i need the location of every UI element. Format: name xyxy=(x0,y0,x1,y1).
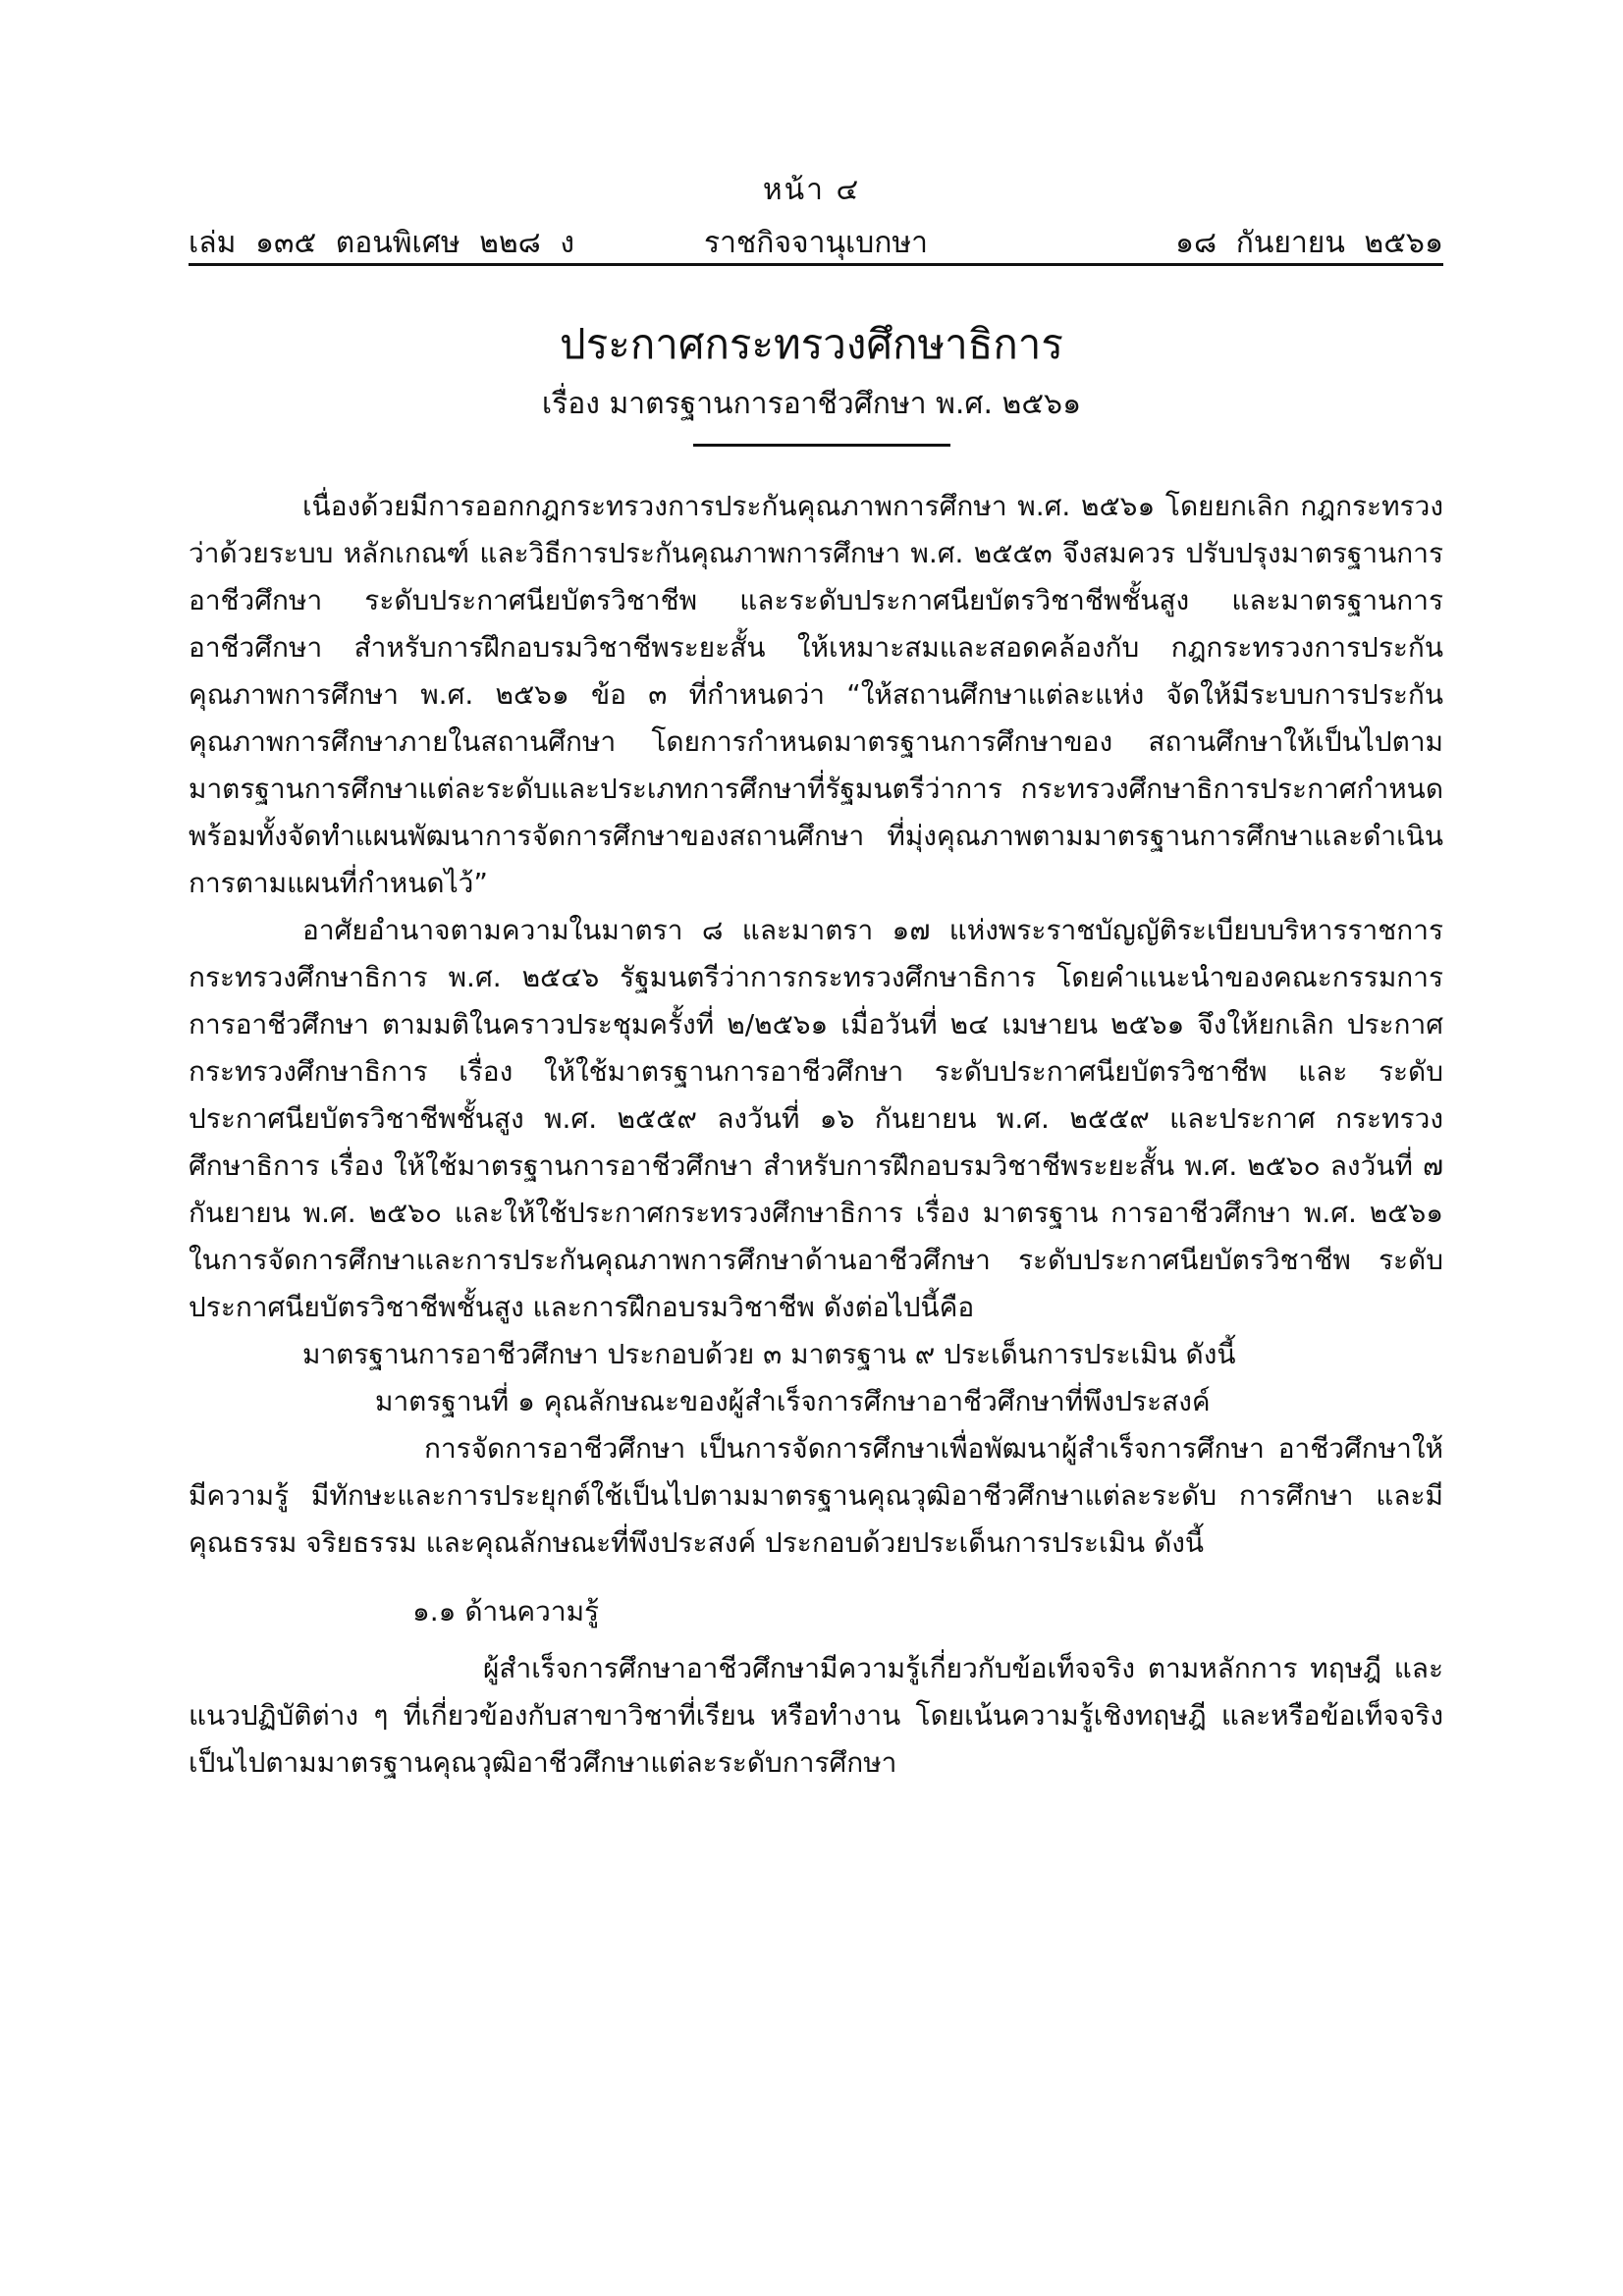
volume-info: เล่ม ๑๓๕ ตอนพิเศษ ๒๒๘ ง xyxy=(189,226,575,260)
document-title: ประกาศกระทรวงศึกษาธิการ xyxy=(560,320,1063,368)
gazette-name: ราชกิจจานุเบกษา xyxy=(703,226,929,260)
paragraph-authority: อาศัยอำนาจตามความในมาตรา ๘ และมาตรา ๑๗ แห่งพระราชบัญญัติระเบียบบริหารราชการ กระทรวงศึกษาธิการ พ.ศ. ๒๕๔๖ รัฐมนตรีว่าการกระทรวงศึกษาธิการ โดยคำแนะนำของคณะกรรมการ การอาชีวศึกษา ตามมติในคราวประชุมครั้งที่ ๒/๒๕๖๑ เมื่อวันที่ ๒๔ เมษายน ๒๕๖๑ จึงให้ยกเลิก ประกาศกระทรวงศึกษาธิการ เรื่อง ให้ใช้มาตรฐานการอาชีวศึกษา ระดับประกาศนียบัตรวิชาชีพ และ ระดับประกาศนียบัตรวิชาชีพชั้นสูง พ.ศ. ๒๕๕๙ ลงวันที่ ๑๖ กันยายน พ.ศ. ๒๕๕๙ และประกาศ กระทรวงศึกษาธิการ เรื่อง ให้ใช้มาตรฐานการอาชีวศึกษา สำหรับการฝึกอบรมวิชาชีพระยะสั้น พ.ศ. ๒๕๖๐ ลงวันที่ ๗ กันยายน พ.ศ. ๒๕๖๐ และให้ใช้ประกาศกระทรวงศึกษาธิการ เรื่อง มาตรฐาน การอาชีวศึกษา พ.ศ. ๒๕๖๑ ในการจัดการศึกษาและการประกันคุณภาพการศึกษาด้านอาชีวศึกษา ระดับประกาศนียบัตรวิชาชีพ ระดับประกาศนียบัตรวิชาชีพชั้นสูง และการฝึกอบรมวิชาชีพ ดังต่อไปนี้คือ xyxy=(189,914,1443,1323)
header-divider xyxy=(189,263,1443,266)
item-1-1-heading: ๑.๑ ด้านความรู้ xyxy=(412,1595,600,1628)
document-body xyxy=(189,483,1443,1787)
standard-1-heading: มาตรฐานที่ ๑ คุณลักษณะของผู้สำเร็จการศึกษาอาชีวศึกษาที่พึงประสงค์ xyxy=(375,1385,1211,1417)
paragraph-preamble: เนื่องด้วยมีการออกกฎกระทรวงการประกันคุณภาพการศึกษา พ.ศ. ๒๕๖๑ โดยยกเลิก กฎกระทรวงว่าด้วยระบบ หลักเกณฑ์ และวิธีการประกันคุณภาพการศึกษา พ.ศ. ๒๕๕๓ จึงสมควร ปรับปรุงมาตรฐานการอาชีวศึกษา ระดับประกาศนียบัตรวิชาชีพ และระดับประกาศนียบัตรวิชาชีพชั้นสูง และมาตรฐานการอาชีวศึกษา สำหรับการฝึกอบรมวิชาชีพระยะสั้น ให้เหมาะสมและสอดคล้องกับ กฎกระทรวงการประกันคุณภาพการศึกษา พ.ศ. ๒๕๖๑ ข้อ ๓ ที่กำหนดว่า “ให้สถานศึกษาแต่ละแห่ง จัดให้มีระบบการประกันคุณภาพการศึกษาภายในสถานศึกษา โดยการกำหนดมาตรฐานการศึกษาของ สถานศึกษาให้เป็นไปตามมาตรฐานการศึกษาแต่ละระดับและประเภทการศึกษาที่รัฐมนตรีว่าการ กระทรวงศึกษาธิการประกาศกำหนด พร้อมทั้งจัดทำแผนพัฒนาการจัดการศึกษาของสถานศึกษา ที่มุ่งคุณภาพตามมาตรฐานการศึกษาและดำเนินการตามแผนที่กำหนดไว้” xyxy=(189,490,1443,899)
title-divider xyxy=(693,444,950,447)
document-subject: เรื่อง มาตรฐานการอาชีวศึกษา พ.ศ. ๒๕๖๑ xyxy=(541,387,1082,421)
page-number: หน้า ๔ xyxy=(762,173,861,207)
item-1-1-description: ผู้สำเร็จการศึกษาอาชีวศึกษามีความรู้เกี่ยวกับข้อเท็จจริง ตามหลักการ ทฤษฎี และแนวปฏิบัติต่าง ๆ ที่เกี่ยวข้องกับสาขาวิชาที่เรียน หรือทำงาน โดยเน้นความรู้เชิงทฤษฎี และหรือข้อเท็จจริง เป็นไปตามมาตรฐานคุณวุฒิอาชีวศึกษาแต่ละระดับการศึกษา xyxy=(189,1652,1443,1779)
gazette-header xyxy=(189,220,1443,263)
publication-date: ๑๘ กันยายน ๒๕๖๑ xyxy=(1174,226,1443,260)
paragraph-standards-summary: มาตรฐานการอาชีวศึกษา ประกอบด้วย ๓ มาตรฐาน ๙ ประเด็นการประเมิน ดังนี้ xyxy=(302,1338,1236,1370)
standard-1-description: การจัดการอาชีวศึกษา เป็นการจัดการศึกษาเพื่อพัฒนาผู้สำเร็จการศึกษา อาชีวศึกษาให้มีความรู้ มีทักษะและการประยุกต์ใช้เป็นไปตามมาตรฐานคุณวุฒิอาชีวศึกษาแต่ละระดับ การศึกษา และมีคุณธรรม จริยธรรม และคุณลักษณะที่พึงประสงค์ ประกอบด้วยประเด็นการประเมิน ดังนี้ xyxy=(189,1432,1443,1559)
